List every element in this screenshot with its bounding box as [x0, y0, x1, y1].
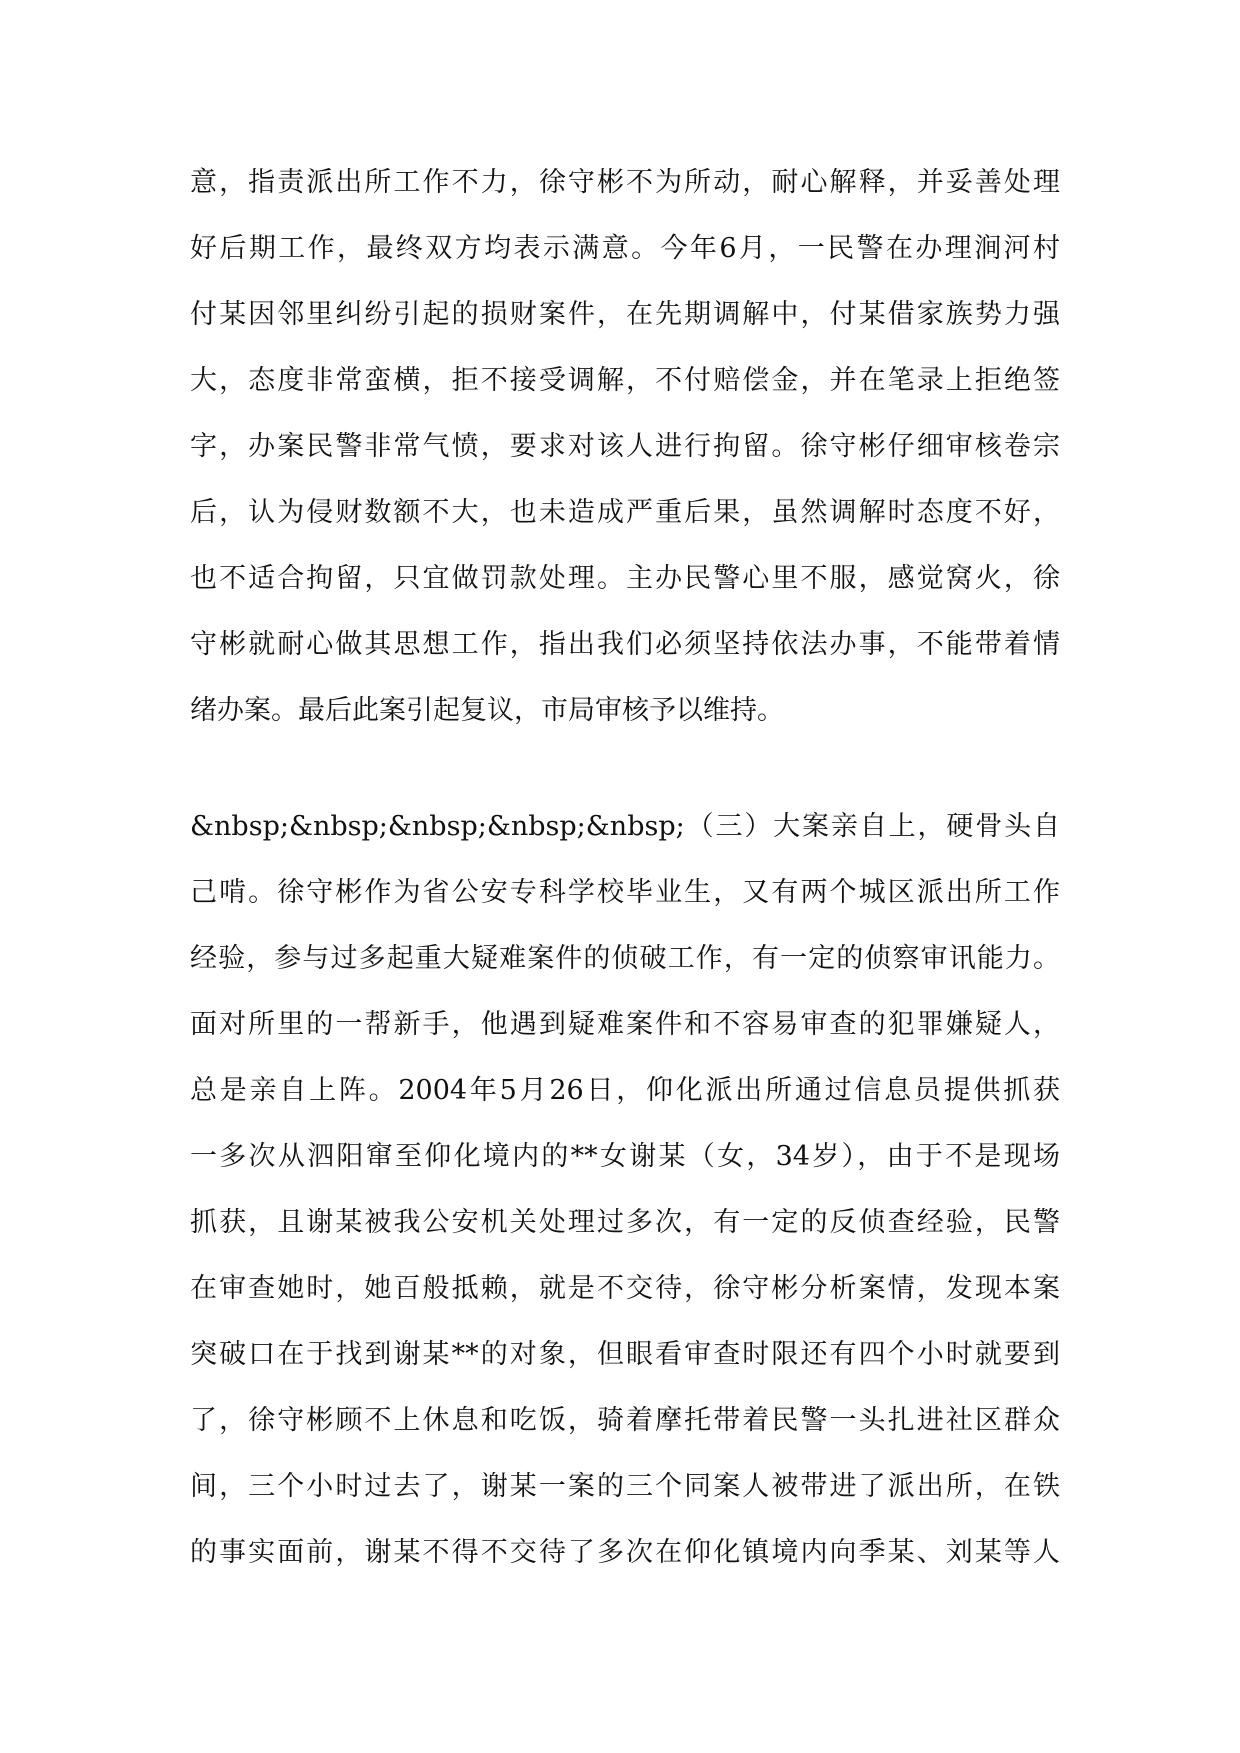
text-line: 总是亲自上阵。2004年5月26日，仰化派出所通过信息员提供抓获	[190, 1075, 1060, 1106]
text-line: 好后期工作，最终双方均表示满意。今年6月，一民警在办理涧河村	[190, 233, 1060, 264]
text-line: 经验，参与过多起重大疑难案件的侦破工作，有一定的侦察审讯能力。	[190, 943, 1060, 974]
paragraph-1	[190, 150, 1060, 744]
text-line: 意，指责派出所工作不力，徐守彬不为所动，耐心解释，并妥善处理	[190, 167, 1060, 198]
text-line: 字，办案民警非常气愤，要求对该人进行拘留。徐守彬仔细审核卷宗	[190, 431, 1060, 462]
text-line: 抓获，且谢某被我公安机关处理过多次，有一定的反侦查经验，民警	[190, 1207, 1060, 1238]
text-line: 间，三个小时过去了，谢某一案的三个同案人被带进了派出所，在铁	[190, 1471, 1060, 1502]
text-line: 面对所里的一帮新手，他遇到疑难案件和不容易审查的犯罪嫌疑人，	[190, 1009, 1060, 1040]
text-line: 突破口在于找到谢某**的对象，但眼看审查时限还有四个小时就要到	[190, 1339, 1060, 1370]
text-line: 付某因邻里纠纷引起的损财案件，在先期调解中，付某借家族势力强	[190, 299, 1060, 330]
text-line: 在审查她时，她百般抵赖，就是不交待，徐守彬分析案情，发现本案	[190, 1273, 1060, 1304]
text-line: 后，认为侵财数额不大，也未造成严重后果，虽然调解时态度不好，	[190, 497, 1060, 528]
text-line: 守彬就耐心做其思想工作，指出我们必须坚持依法办事，不能带着情	[190, 629, 1060, 660]
text-line: 大，态度非常蛮横，拒不接受调解，不付赔偿金，并在笔录上拒绝签	[190, 365, 1060, 396]
paragraph-2	[190, 794, 1060, 1586]
text-line: 一多次从泗阳窜至仰化境内的**女谢某（女，34岁），由于不是现场	[190, 1141, 1060, 1172]
text-line: &nbsp;&nbsp;&nbsp;&nbsp;&nbsp;（三）大案亲自上，硬骨头自	[190, 811, 1060, 842]
text-line: 了，徐守彬顾不上休息和吃饭，骑着摩托带着民警一头扎进社区群众	[190, 1405, 1060, 1436]
text-line: 绪办案。最后此案引起复议，市局审核予以维持。	[190, 695, 784, 726]
text-line: 己啃。徐守彬作为省公安专科学校毕业生，又有两个城区派出所工作	[190, 877, 1060, 908]
text-line: 也不适合拘留，只宜做罚款处理。主办民警心里不服，感觉窝火，徐	[190, 563, 1060, 594]
text-line: 的事实面前，谢某不得不交待了多次在仰化镇境内向季某、刘某等人	[190, 1537, 1060, 1568]
